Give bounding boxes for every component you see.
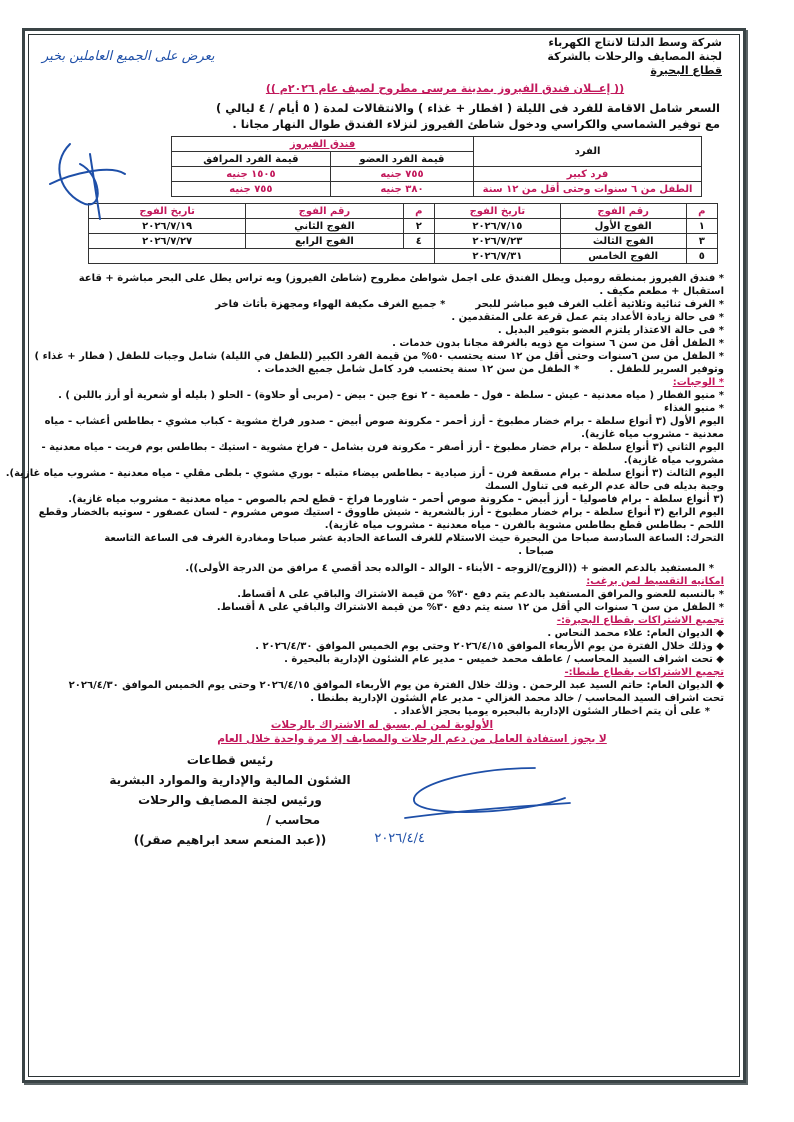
header-person: الفرد xyxy=(474,137,702,167)
table-row xyxy=(89,219,718,234)
cell-member: ٧٥٥ جنيه xyxy=(330,167,473,182)
groups-table xyxy=(88,203,718,264)
cell-empty xyxy=(89,249,435,264)
day1-menu: اليوم الأول (٣ أنواع سلطة - برام خضار مطبوخ - أرز أحمر - مكرونة صوص أبيض - صدور فراخ مشوية - كباب مشوي - بطاطس أعشاب - مياه xyxy=(44,416,724,427)
table-row xyxy=(172,167,702,182)
handwritten-date: ٢٠٢٦/٤/٤ xyxy=(374,831,425,846)
rooms-note: * الغرف ثنائية وثلاثية أغلب الغرف فيو مباشر للبحر xyxy=(475,299,724,310)
signatory-department: الشئون المالية والإدارية والموارد البشرية xyxy=(109,773,351,787)
rooms-ac-note: * جميع الغرف مكيفة الهواء ومجهزة بأثاث فاخر xyxy=(215,299,446,310)
tanta-heading: تجميع الاشتراكات بقطاع طنطا:- xyxy=(564,667,724,678)
installments-heading: امكانيه التقسيط لمن يرغب: xyxy=(586,576,724,587)
header-companion: قيمة الفرد المرافق xyxy=(172,152,331,167)
letterhead xyxy=(40,36,730,78)
table-row xyxy=(89,249,718,264)
cell-companion: ٧٥٥ جنيه xyxy=(172,182,331,197)
ink-stroke xyxy=(405,803,570,818)
signatory-name: ((عبد المنعم سعد ابراهيم صقر)) xyxy=(133,833,327,847)
day3-alt-note: وجبة بديله فى حالة عدم الرغبه فى تناول السمك xyxy=(484,481,724,492)
header-date: تاريخ الفوج xyxy=(89,204,246,219)
cell: الفوج الأول xyxy=(560,219,686,234)
cell: الفوج الثالث xyxy=(560,234,686,249)
header-group: رقم الفوج xyxy=(246,204,403,219)
meals-heading: * الوجبات: xyxy=(672,377,724,388)
signature-area xyxy=(40,750,730,860)
child-under6-note: * الطفل أقل من سن ٦ سنوات مع ذويه بالغرفة مجانا بدون خدمات . xyxy=(392,338,724,349)
departure-note-cont: صباحا . xyxy=(518,546,554,557)
header-group: رقم الفوج xyxy=(560,204,686,219)
beheira-heading: تجميع الاشتراكات بقطاع البحيرة:- xyxy=(556,615,724,626)
handwritten-signature xyxy=(374,758,575,848)
installment-child: * الطفل من سن ٦ سنوات الي أقل من ١٢ سنه يتم دفع ٣٠% من قيمة الاشتراك والباقي على ٨ أقساط. xyxy=(216,602,724,613)
day4-menu-cont: اللحم - بطاطس قطع بطاطس مشوية بالفرن - مياه معدنية - مشروب مياه غازية). xyxy=(324,520,724,531)
handwritten-note: يعرض على الجميع العاملين بخير xyxy=(42,49,215,64)
cell: الفوج الرابع xyxy=(246,234,403,249)
child-bed-note: وتوفير السرير للطفل . xyxy=(609,364,724,375)
header-member: قيمة الفرد العضو xyxy=(330,152,473,167)
table-row xyxy=(172,182,702,197)
child-12-note: * الطفل من سن ١٢ سنة يحتسب فرد كامل شامل جميع الخدمات . xyxy=(257,364,580,375)
price-table xyxy=(171,136,702,197)
header-no: م xyxy=(403,204,434,219)
header-date: تاريخ الفوج xyxy=(434,204,560,219)
signatory-prefix: محاسب / xyxy=(266,813,320,827)
cell: ٣ xyxy=(686,234,717,249)
day4-menu: اليوم الرابع (٣ أنواع سلطة - برام خضار مطبوخ - أرز بالشعرية - شيش طاووق - استيك صوص مشروم - لسان عصفور - سوتيه بالخضار وقطع xyxy=(38,507,724,518)
lunch-heading: * منيو الغذاء xyxy=(664,403,724,414)
table-row xyxy=(89,234,718,249)
cell: ١ xyxy=(686,219,717,234)
day2-menu: اليوم الثاني (٣ أنواع سلطة - برام خضار مطبوخ - أرز أصفر - مكرونة فرن بشامل - فراخ مشوية - استيك - بطاطس بوم فريت - مياه معدنية - xyxy=(41,442,724,453)
cell-person: الطفل من ٦ سنوات وحتى أقل من ١٢ سنة xyxy=(474,182,702,197)
day3-menu: اليوم الثالث (٣ أنواع سلطة - برام مسقعة فرن - أرز صيادية - بطاطس بيضاء متبله - بوري مشوي - بلطى مقلي - مياه معدنية - مشروب مياه غازية). xyxy=(5,468,724,479)
announcement-title: (( إعــلان فندق الفيروز بمدينة مرسى مطروح لصيف عام ٢٠٢٦م )) xyxy=(265,82,625,95)
cell: ٥ xyxy=(686,249,717,264)
beheira-period: ◆ وذلك خلال الفترة من يوم الأربعاء الموافق ٢٠٢٦/٤/١٥ وحتى يوم الخميس الموافق ٢٠٢٦/٤/٣٠ . xyxy=(255,641,724,652)
cell: ٢ xyxy=(403,219,434,234)
cell: الفوج الثاني xyxy=(246,219,403,234)
priority-note: الأولوية لمن لم يسبق له الاشتراك بالرحلات xyxy=(270,719,494,731)
cell: ٢٠٢٦/٧/٣١ xyxy=(434,249,560,264)
header-no: م xyxy=(686,204,717,219)
signatory-title: رئيس قطاعات xyxy=(186,753,274,767)
cell: الفوج الخامس xyxy=(560,249,686,264)
cell: ٤ xyxy=(403,234,434,249)
restriction-note: لا يجوز استفادة العامل من دعم الرحلات والمصايف إلا مرة واحدة خلال العام xyxy=(217,733,607,745)
day3-alt-menu: (٣ أنواع سلطة - برام فاصوليا - أرز أبيض - مكرونة صوص أحمر - شاورما فراخ - قطع لحم بالصوص - مياه معدنية - مشروب مياه غازية). xyxy=(68,494,724,505)
signature-block xyxy=(80,750,380,850)
sector-name: قطاع البحيرة xyxy=(650,64,722,77)
notify-note: * على أن يتم اخطار الشئون الإدارية بالبحيره يوميا بحجز الأعداد . xyxy=(393,706,710,717)
details-section xyxy=(5,272,730,746)
hotel-description-cont: استقبال + مطعم مكيف . xyxy=(599,286,724,297)
day2-menu-cont: مشروب مياه غازية). xyxy=(623,455,724,466)
cell-person: فرد كبير xyxy=(474,167,702,182)
breakfast-menu: * منيو الفطار ( مياه معدنية - عيش - سلطة - فول - طعمية - ٢ نوع جبن - بيض - (مربى أو حلاوة) - الحلو ( بليله أو شعرية أو أرز باللبن ) . xyxy=(58,390,724,401)
cell-companion: ١٥٠٥ جنيه xyxy=(172,167,331,182)
cell: ٢٠٢٦/٧/١٩ xyxy=(89,219,246,234)
day1-menu-cont: معدنية - مشروب مياه غازية). xyxy=(581,429,724,440)
cell: ٢٠٢٦/٧/١٥ xyxy=(434,219,560,234)
lead-line-1: السعر شامل الاقامة للفرد فى الليلة ( افطار + غذاء ) والانتقالات لمدة ( ٥ أيام / ٤ ليالي ) xyxy=(216,101,720,115)
lead-line-2: مع توفير الشماسي والكراسي ودخول شاطئ الفيروز لنزلاء الفندق طوال النهار مجانا . xyxy=(232,117,720,131)
lottery-note: * فى حالة زيادة الأعداد يتم عمل قرعة على المتقدمين . xyxy=(451,312,724,323)
apology-note: * فى حالة الاعتذار يلتزم العضو بتوفير البديل . xyxy=(497,325,724,336)
installment-member: * بالنسبه للعضو والمرافق المستفيد بالدعم يتم دفع ٣٠% من قيمة الاشتراك والباقي على ٨ أقساط. xyxy=(237,589,724,600)
company-name: شركة وسط الدلتا لانتاج الكهرباء xyxy=(548,36,722,49)
cell: ٢٠٢٦/٧/٢٣ xyxy=(434,234,560,249)
header-hotel: فندق الفيروز xyxy=(172,137,474,152)
ink-stroke xyxy=(414,768,565,812)
beneficiary-note: * المستفيد بالدعم العضو + ((الزوج/الزوجه - الأبناء - الوالد - الوالده بحد أقصي ٤ مرافق من الدرجة الأولى)). xyxy=(185,563,714,574)
signatory-committee: ورئيس لجنة المصايف والرحلات xyxy=(138,793,322,807)
child-6-12-note: * الطفل من سن ٦سنوات وحتى أقل من ١٢ سنه يحتسب ٥٠% من قيمة الفرد الكبير (للطفل في الليلة) شامل وجبات للطفل ( فطار + غذاء ) xyxy=(34,351,724,362)
cell-member: ٣٨٠ جنيه xyxy=(330,182,473,197)
tanta-supervisor: تحت اشراف السيد المحاسب / خالد محمد الغزالي - مدير عام الشئون الإدارية بطنطا . xyxy=(310,693,724,704)
document xyxy=(5,36,730,860)
beheira-office: ◆ الديوان العام: علاء محمد النحاس . xyxy=(547,628,724,639)
tanta-office: ◆ الديوان العام: حاتم السيد عبد الرحمن . وذلك خلال الفترة من يوم الأربعاء الموافق ٢٠٢٦/٤/١٥ وحتى يوم الخميس الموافق ٢٠٢٦/٤/٣٠ xyxy=(68,680,724,691)
beheira-supervisor: ◆ تحت اشراف السيد المحاسب / عاطف محمد خميس - مدير عام الشئون الإدارية بالبحيرة . xyxy=(284,654,724,665)
departure-note: التحرك: الساعة السادسة صباحا من البحيرة حيث الاستلام للغرف الساعة الحادية عشر صباحا ومغادرة الغرف فى الساعة التاسعة xyxy=(104,533,724,544)
hotel-description: * فندق الفيروز بمنطقه روميل ويطل الفندق على اجمل شواطئ مطروح (شاطئ الفيروز) وبه تراس يطل على البحر مباشرة + قاعة xyxy=(78,273,724,284)
cell: ٢٠٢٦/٧/٢٧ xyxy=(89,234,246,249)
committee-name: لجنة المصايف والرحلات بالشركة xyxy=(547,50,722,63)
